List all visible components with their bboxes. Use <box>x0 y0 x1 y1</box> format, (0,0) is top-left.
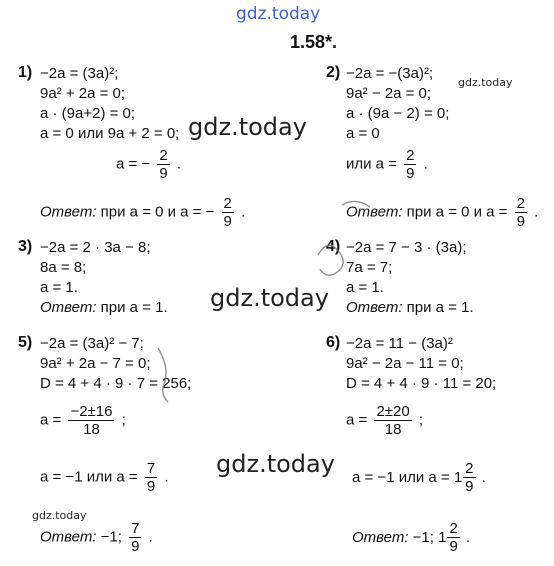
text: a = <box>40 411 62 429</box>
numerator: 7 <box>146 460 156 477</box>
numerator: −2±16 <box>70 403 113 420</box>
denominator: 9 <box>406 165 415 182</box>
numerator: 2 <box>406 147 415 164</box>
equation-line <box>40 460 169 495</box>
whole-part: 1 <box>438 529 447 546</box>
equation-line: a = 1. <box>346 279 384 296</box>
answer-text: при a = 1. <box>406 299 474 316</box>
equation-line <box>116 147 181 182</box>
equation-line: a = 1. <box>40 279 78 296</box>
fraction <box>129 520 141 555</box>
answer-label: Ответ: <box>40 203 97 221</box>
answer-line <box>40 299 168 316</box>
equation-line: −2a = −(3a)²; <box>346 65 434 82</box>
denominator: 18 <box>68 420 114 438</box>
equation-line: a = 0 <box>346 125 380 142</box>
equation-line: D = 4 + 4 · 9 · 7 = 256; <box>40 375 192 392</box>
watermark-small: gdz.today <box>458 76 513 89</box>
numerator: 2 <box>223 195 232 212</box>
numerator: 7 <box>131 520 140 537</box>
equation-line: −2a = 7 − 3 · (3a); <box>346 239 467 256</box>
text: a = <box>346 411 368 429</box>
answer-text: при a = 0 и a = − <box>100 203 215 221</box>
numerator: 2 <box>465 460 474 477</box>
watermark-big: gdz.today <box>216 450 335 478</box>
text: ; <box>418 411 424 429</box>
text: . <box>481 469 486 486</box>
denominator: 9 <box>516 213 525 230</box>
equation-line <box>40 403 126 438</box>
equation-line: −2a = 2 · 3a − 8; <box>40 239 151 256</box>
answer-text: при a = 1. <box>100 299 168 316</box>
fraction <box>463 460 475 495</box>
mixed-number <box>454 460 478 495</box>
equation-line: −2a = (3a)² − 7; <box>40 335 144 352</box>
equation-line: −2a = (3a)²; <box>40 65 119 82</box>
whole-part: 1 <box>453 469 463 486</box>
fraction <box>157 147 169 182</box>
equation-line <box>346 147 428 182</box>
fraction <box>68 403 114 438</box>
equation-line: 9a² + 2a − 7 = 0; <box>40 355 151 372</box>
equation-line: 9a² − 2a − 11 = 0; <box>346 355 464 372</box>
watermark-small: gdz.today <box>32 509 87 522</box>
denominator: 9 <box>223 213 232 230</box>
text: ; <box>121 411 126 429</box>
answer-line <box>346 299 474 316</box>
equation-line <box>346 403 423 438</box>
numerator: 2 <box>516 195 525 212</box>
denominator: 9 <box>159 165 168 182</box>
denominator: 9 <box>465 478 474 495</box>
watermark-big: gdz.today <box>188 113 307 141</box>
text: a = −1 или a = <box>40 468 138 486</box>
equation-line <box>352 460 486 495</box>
answer-line <box>40 195 245 230</box>
text: . <box>423 155 428 173</box>
denominator: 9 <box>146 478 156 495</box>
answer-label: Ответ: <box>40 528 97 546</box>
answer-line <box>352 520 470 555</box>
text: . <box>534 203 539 221</box>
problem-number: 3) <box>18 238 33 255</box>
equation-line: D = 4 + 4 · 9 · 11 = 20; <box>346 375 497 392</box>
problem-number: 2) <box>326 64 341 81</box>
equation-line: a · (9a+2) = 0; <box>40 105 136 122</box>
equation-line: 9a² − 2a = 0; <box>346 85 432 102</box>
denominator: 9 <box>131 538 140 555</box>
fraction <box>145 460 157 495</box>
numerator: 2±20 <box>376 403 410 420</box>
answer-line <box>346 195 538 230</box>
answer-label: Ответ: <box>352 529 409 546</box>
equation-line: −2a = 11 − (3a)² <box>346 335 453 352</box>
answer-text: −1; <box>100 528 122 546</box>
equation-line: a · (9a − 2) = 0; <box>346 105 450 122</box>
text: или a = <box>346 155 397 173</box>
problem-number: 4) <box>326 238 341 255</box>
answer-label: Ответ: <box>40 299 97 316</box>
watermark-big: gdz.today <box>210 284 329 312</box>
text: . <box>148 528 153 546</box>
answer-label: Ответ: <box>346 299 403 316</box>
answer-text: −1; <box>412 529 434 546</box>
answer-line <box>40 520 153 555</box>
watermark-top: gdz.today <box>236 4 321 24</box>
denominator: 9 <box>449 538 458 555</box>
numerator: 2 <box>449 520 458 537</box>
fraction <box>374 403 411 438</box>
equation-line: 8a = 8; <box>40 259 87 276</box>
answer-label: Ответ: <box>346 203 403 221</box>
mixed-number <box>438 520 462 555</box>
exercise-title: 1.58*. <box>290 32 338 52</box>
numerator: 2 <box>159 147 168 164</box>
fraction <box>404 147 416 182</box>
problem-number: 6) <box>326 334 341 351</box>
problem-number: 5) <box>18 334 33 351</box>
denominator: 18 <box>374 420 411 438</box>
text: . <box>465 529 471 546</box>
text: a = −1 или a = <box>352 469 450 486</box>
equation-line: 7a = 7; <box>346 259 393 276</box>
fraction <box>447 520 459 555</box>
text: a = − <box>116 155 151 173</box>
equation-line: a = 0 или 9a + 2 = 0; <box>40 125 180 142</box>
text: . <box>164 468 169 486</box>
fraction <box>222 195 234 230</box>
answer-text: при a = 0 и a = <box>406 203 508 221</box>
text: . <box>176 155 182 173</box>
equation-line: 9a² + 2a = 0; <box>40 85 126 102</box>
fraction <box>515 195 527 230</box>
text: . <box>241 203 246 221</box>
problem-number: 1) <box>18 64 33 81</box>
